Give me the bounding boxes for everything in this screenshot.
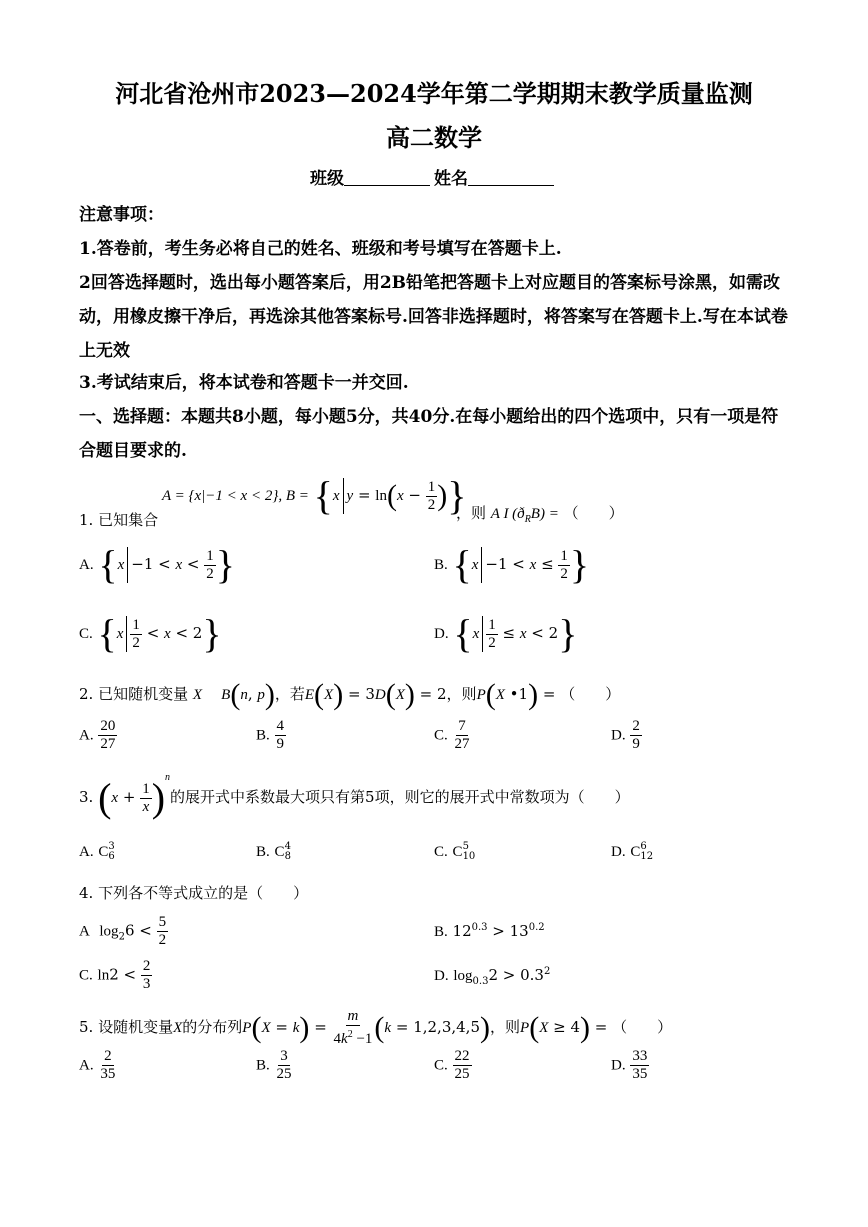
q3-option-c[interactable]: C. C 5 10 (434, 841, 476, 862)
q2-option-b[interactable]: B. $\frac{4}{9}$ (256, 718, 285, 752)
exam-title: 河北省沧州市2023—2024学年第二学期期末教学质量监测 (115, 79, 753, 108)
q5-option-b[interactable]: B. $\frac{3}{25}$ (256, 1048, 292, 1082)
q1-text: 已知集合 (98, 511, 159, 529)
q5-option-c[interactable]: C. $\frac{22}{25}$ (434, 1048, 470, 1082)
q3-option-d[interactable]: D. C 6 12 (611, 841, 654, 862)
q4-option-a[interactable]: A $\log_26$ < $\frac{5}{2}$ (79, 914, 167, 948)
q1-complement-tail: B) = (530, 506, 559, 522)
q2-stem: 2. 已知随机变量 X B(n, p)，若E(X) = 3D(X) = 2，则P(X •1) = （ ） (79, 678, 621, 711)
q5-option-a[interactable]: A. $\frac{2}{35}$ (79, 1048, 116, 1082)
q5-stem: 5. 设随机变量X的分布列P(X = k) = $\frac{m}{4k^2 -1}$ (k = 1,2,3,4,5)，则P(X ≥ 4) = （ ） (79, 1008, 673, 1047)
note-item-3: 3.考试结束后，将本试卷和答题卡一并交回. (79, 373, 409, 393)
q1-option-b[interactable]: B. {x −1 < x ≤ $\frac{1}{2}$ } (434, 542, 590, 587)
q3-option-a[interactable]: A. C 3 6 (79, 841, 115, 862)
q4-option-d[interactable]: D. $\log_{0.3}2 > 0.3^2$ (434, 966, 551, 987)
section-1-heading: 一、选择题：本题共8小题，每小题5分，共40分.在每小题给出的四个选项中，只有一项是符合题目要求的. (79, 407, 779, 461)
q5-option-d[interactable]: D. $\frac{33}{35}$ (611, 1048, 648, 1082)
q1-then: ，则 A I $(ð_RB)$ = （ ） (456, 504, 624, 525)
q4-option-c[interactable]: C. ln2 < $\frac{2}{3}$ (79, 958, 151, 992)
notes-heading: 注意事项： (79, 205, 164, 225)
q4-stem: 4. 下列各不等式成立的是（ ） (79, 884, 309, 902)
note-item-2: 2回答选择题时，选出每小题答案后，用2B铅笔把答题卡上对应题目的答案标号涂黑，如需改动，用橡皮擦干净后，再选涂其他答案标号.回答非选择题时，将答案写在答题卡上.写在本试卷上无效 (79, 273, 788, 361)
q4-option-b[interactable]: B. $12^{0.3} > 13^{0.2}$ (434, 922, 545, 940)
class-label: 班级 (310, 169, 344, 189)
q3-stem: 3. (x + $\frac{1}{x}$ )$^n$的展开式中系数最大项只有第5项，则它的展开式中常数项为（ ） (79, 772, 630, 820)
q1-paren: （ ） (563, 504, 624, 522)
q1-stem (79, 509, 158, 530)
class-blank[interactable] (344, 169, 430, 186)
q2-option-a[interactable]: A. $\frac{20}{27}$ (79, 718, 116, 752)
exam-subtitle: 高二数学 (386, 123, 482, 152)
q1-complement: A I (ð (490, 506, 525, 522)
class-name-line (0, 164, 868, 189)
q2-option-d[interactable]: D. $\frac{2}{9}$ (611, 718, 640, 752)
q1-option-d[interactable]: D. {x $\frac{1}{2}$ ≤ x < 2} (434, 611, 578, 656)
name-blank[interactable] (468, 169, 554, 186)
q1-set-a: A = {x|−1 < x < 2}, B = (162, 488, 309, 504)
q2-option-c[interactable]: C. $\frac{7}{27}$ (434, 718, 470, 752)
note-item-1: 1.答卷前，考生务必将自己的姓名、班级和考号填写在答题卡上. (79, 239, 562, 259)
q1-num: 1. (79, 511, 94, 529)
q3-option-b[interactable]: B. C 4 8 (256, 841, 291, 862)
name-label: 姓名 (434, 169, 468, 189)
q1-option-c[interactable]: C. {x $\frac{1}{2}$ < x < 2} (79, 611, 222, 656)
q1-option-a[interactable]: A. {x −1 < x < $\frac{1}{2}$ } (79, 542, 235, 587)
q1-formula: A = {x|−1 < x < 2}, B = {x y = ln(x − $\frac{1}{2}$ )} (162, 473, 467, 518)
